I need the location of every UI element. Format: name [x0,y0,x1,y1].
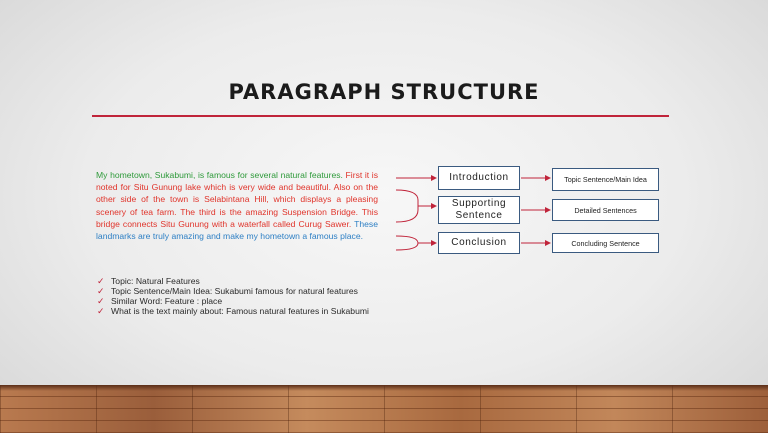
support-brace [396,190,418,222]
bullet-item: ✓ Topic: Natural Features [97,276,200,286]
detailed-sentences-box: Detailed Sentences [552,199,659,221]
slide-title: PARAGRAPH STRUCTURE [228,80,540,104]
concluding-sentence-box: Concluding Sentence [552,233,659,253]
bullet-item: ✓ What is the text mainly about: Famous natural features in Sukabumi [97,306,369,316]
supporting-sentences: First it is noted for Situ Gunung lake which is very wide and beautiful. Also on the other side of the town is Selabintana Hill, which displays a pleasing scenery of tea farm. The third is the amazing Suspension Bridge. This bridge connects Situ Gunung with a waterfall called Curug Sawer. [96,170,379,229]
floor-shadow [0,385,768,391]
concluding-sentence: These landmarks are truly amazing and make my hometown a famous place. [96,218,379,242]
wooden-floor [0,385,768,433]
introduction-box: Introduction [438,166,520,190]
check-icon: ✓ [97,306,105,316]
supporting-sentence-box: Supporting Sentence [438,196,520,224]
intro-sentence: My hometown, Sukabumi, is famous for several natural features. [96,170,343,180]
bullet-item: ✓ Topic Sentence/Main Idea: Sukabumi famous for natural features [97,286,358,296]
topic-sentence-box: Topic Sentence/Main Idea [552,168,659,191]
check-icon: ✓ [97,296,105,306]
check-icon: ✓ [97,286,105,296]
conclusion-brace [396,236,418,250]
bullet-item: ✓ Similar Word: Feature : place [97,296,223,306]
check-icon: ✓ [97,276,105,286]
conclusion-box: Conclusion [438,232,520,254]
